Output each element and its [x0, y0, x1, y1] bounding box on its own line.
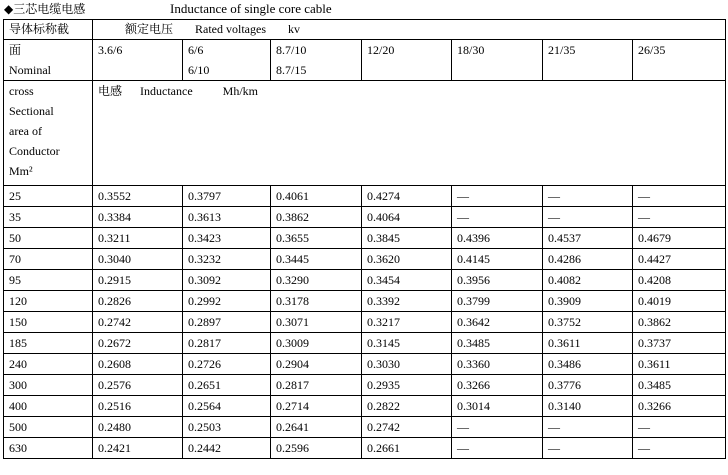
area-cell: 95 — [4, 270, 93, 291]
inductance-value-cell: 0.4019 — [633, 291, 726, 312]
inductance-value-cell: 0.4061 — [271, 186, 362, 207]
inductance-value-cell: 0.3620 — [362, 249, 452, 270]
voltage-cell — [633, 40, 726, 81]
inductance-value-cell: 0.3178 — [271, 291, 362, 312]
voltage-value — [98, 60, 182, 80]
inductance-value-cell: — — [633, 438, 726, 459]
inductance-header-cell — [93, 81, 726, 186]
area-cell: 35 — [4, 207, 93, 228]
header-row-voltage — [4, 20, 726, 40]
area-label-en-3: Sectional — [9, 104, 54, 118]
table-row — [4, 354, 726, 375]
inductance-value-cell: 0.3752 — [543, 312, 633, 333]
inductance-value-cell: 0.4537 — [543, 228, 633, 249]
inductance-value-cell: 0.4208 — [633, 270, 726, 291]
voltage-value: 21/35 — [548, 43, 576, 57]
inductance-value-cell: 0.3445 — [271, 249, 362, 270]
table-row — [4, 417, 726, 438]
inductance-value-cell: 0.2576 — [93, 375, 183, 396]
area-cell: 400 — [4, 396, 93, 417]
inductance-value-cell: 0.3217 — [362, 312, 452, 333]
voltage-value: 26/35 — [638, 43, 666, 57]
inductance-value-cell: 0.2742 — [93, 312, 183, 333]
inductance-value-cell: 0.2822 — [362, 396, 452, 417]
area-label-en-2: cross — [9, 84, 34, 98]
voltage-unit: kv — [288, 22, 300, 36]
inductance-value-cell: 0.3392 — [362, 291, 452, 312]
area-cell: 70 — [4, 249, 93, 270]
table-row — [4, 228, 726, 249]
inductance-value-cell: 0.2442 — [183, 438, 271, 459]
table-row — [4, 375, 726, 396]
voltage-cell — [93, 40, 183, 81]
inductance-value-cell: 0.3211 — [93, 228, 183, 249]
inductance-value-cell: 0.3862 — [271, 207, 362, 228]
inductance-value-cell: 0.2421 — [93, 438, 183, 459]
inductance-value-cell: 0.3071 — [271, 312, 362, 333]
voltage-value — [548, 60, 632, 80]
inductance-value-cell: 0.3485 — [633, 375, 726, 396]
voltage-cell — [183, 40, 271, 81]
inductance-value-cell: 0.3909 — [543, 291, 633, 312]
inductance-value-cell: 0.3145 — [362, 333, 452, 354]
table-row — [4, 396, 726, 417]
area-label-cn-cell — [4, 20, 93, 40]
inductance-value-cell: 0.3266 — [633, 396, 726, 417]
inductance-value-cell: 0.2742 — [362, 417, 452, 438]
inductance-value-cell: 0.2826 — [93, 291, 183, 312]
voltage-cell — [543, 40, 633, 81]
inductance-value-cell: 0.3092 — [183, 270, 271, 291]
area-cell: 50 — [4, 228, 93, 249]
inductance-value-cell: — — [633, 417, 726, 438]
area-cell: 300 — [4, 375, 93, 396]
inductance-value-cell: 0.2661 — [362, 438, 452, 459]
inductance-value-cell: 0.3642 — [452, 312, 543, 333]
inductance-value-cell: 0.3140 — [543, 396, 633, 417]
inductance-value-cell: — — [452, 438, 543, 459]
inductance-value-cell: 0.3776 — [543, 375, 633, 396]
voltage-value — [367, 60, 451, 80]
voltage-value: 12/20 — [367, 43, 395, 57]
table-row — [4, 291, 726, 312]
inductance-value-cell: 0.2608 — [93, 354, 183, 375]
inductance-value-cell: 0.3611 — [633, 354, 726, 375]
inductance-value-cell: 0.3040 — [93, 249, 183, 270]
inductance-value-cell: — — [543, 207, 633, 228]
inductance-value-cell: 0.4286 — [543, 249, 633, 270]
inductance-value-cell: 0.2641 — [271, 417, 362, 438]
voltage-value — [638, 60, 725, 80]
inductance-value-cell: — — [543, 417, 633, 438]
area-label-en-6: Mm² — [9, 164, 33, 178]
inductance-value-cell: 0.4274 — [362, 186, 452, 207]
table-row — [4, 270, 726, 291]
title-english: Inductance of single core cable — [170, 1, 332, 16]
inductance-value-cell: 0.2817 — [183, 333, 271, 354]
inductance-value-cell: 0.3454 — [362, 270, 452, 291]
inductance-value-cell: 0.3799 — [452, 291, 543, 312]
area-cell: 150 — [4, 312, 93, 333]
inductance-value-cell: 0.3737 — [633, 333, 726, 354]
inductance-value-cell: 0.2992 — [183, 291, 271, 312]
inductance-value-cell: — — [543, 186, 633, 207]
inductance-value-cell: 0.2817 — [271, 375, 362, 396]
voltage-value: 6/6 — [188, 43, 204, 57]
inductance-value-cell: 0.3486 — [543, 354, 633, 375]
inductance-value-cell: 0.3655 — [271, 228, 362, 249]
inductance-value-cell: 0.3845 — [362, 228, 452, 249]
title-chinese: 三芯电缆电感 — [13, 2, 86, 16]
voltage-label-cn: 额定电压 — [125, 22, 174, 36]
inductance-value-cell: — — [543, 438, 633, 459]
voltage-value: 8.7/10 — [276, 43, 307, 57]
table-row — [4, 249, 726, 270]
area-label-cell-3 — [4, 81, 93, 186]
inductance-value-cell: 0.4064 — [362, 207, 452, 228]
inductance-value-cell: 0.3360 — [452, 354, 543, 375]
inductance-value-cell: — — [452, 207, 543, 228]
voltage-value: 8.7/15 — [276, 63, 307, 77]
area-cell: 500 — [4, 417, 93, 438]
voltage-value — [457, 60, 542, 80]
inductance-value-cell: 0.2516 — [93, 396, 183, 417]
inductance-value-cell: 0.4427 — [633, 249, 726, 270]
voltage-value: 18/30 — [457, 43, 485, 57]
inductance-value-cell: 0.2503 — [183, 417, 271, 438]
area-cell: 185 — [4, 333, 93, 354]
inductance-value-cell: 0.3552 — [93, 186, 183, 207]
inductance-label-en: Inductance — [140, 84, 193, 98]
inductance-value-cell: 0.2596 — [271, 438, 362, 459]
inductance-value-cell: 0.2564 — [183, 396, 271, 417]
inductance-value-cell: 0.3014 — [452, 396, 543, 417]
area-label-cell-2 — [4, 40, 93, 81]
area-label-cn2: 面 — [9, 43, 22, 57]
area-label-en-4: area of — [9, 124, 42, 138]
inductance-value-cell: 0.3862 — [633, 312, 726, 333]
table-row — [4, 333, 726, 354]
area-cell: 120 — [4, 291, 93, 312]
voltage-header-cell — [93, 20, 726, 40]
voltage-value: 6/10 — [188, 63, 210, 77]
inductance-value-cell: 0.4396 — [452, 228, 543, 249]
inductance-value-cell: 0.4679 — [633, 228, 726, 249]
inductance-value-cell: — — [452, 417, 543, 438]
inductance-value-cell: 0.3290 — [271, 270, 362, 291]
inductance-value-cell: 0.3613 — [183, 207, 271, 228]
area-cell: 240 — [4, 354, 93, 375]
voltage-value: 3.6/6 — [98, 43, 123, 57]
inductance-value-cell: 0.3030 — [362, 354, 452, 375]
inductance-table — [3, 19, 726, 459]
inductance-label-cn: 电感 — [98, 84, 123, 98]
table-row — [4, 438, 726, 459]
document-title — [4, 0, 332, 18]
inductance-value-cell: 0.2651 — [183, 375, 271, 396]
inductance-value-cell: 0.3009 — [271, 333, 362, 354]
inductance-value-cell: 0.3485 — [452, 333, 543, 354]
inductance-value-cell: 0.2714 — [271, 396, 362, 417]
voltage-label-en: Rated voltages — [195, 22, 266, 36]
voltage-cell — [452, 40, 543, 81]
area-label-en-5: Conductor — [9, 144, 60, 158]
area-label-en-1: Nominal — [9, 63, 51, 77]
inductance-value-cell: 0.2935 — [362, 375, 452, 396]
inductance-value-cell: 0.2672 — [93, 333, 183, 354]
inductance-value-cell: 0.3232 — [183, 249, 271, 270]
table-row — [4, 186, 726, 207]
header-row-inductance — [4, 81, 726, 186]
inductance-value-cell: 0.4082 — [543, 270, 633, 291]
inductance-value-cell: 0.2915 — [93, 270, 183, 291]
table-row — [4, 207, 726, 228]
inductance-value-cell: 0.2726 — [183, 354, 271, 375]
header-row-voltage-values — [4, 40, 726, 81]
area-cell: 25 — [4, 186, 93, 207]
inductance-unit: Mh/km — [222, 84, 258, 98]
voltage-cell — [271, 40, 362, 81]
inductance-value-cell: 0.4145 — [452, 249, 543, 270]
title-bullet: ◆ — [4, 2, 14, 16]
inductance-value-cell: 0.2904 — [271, 354, 362, 375]
inductance-value-cell: — — [633, 207, 726, 228]
inductance-value-cell: 0.2480 — [93, 417, 183, 438]
inductance-value-cell: 0.3797 — [183, 186, 271, 207]
inductance-value-cell: 0.3956 — [452, 270, 543, 291]
inductance-value-cell: — — [452, 186, 543, 207]
table-row — [4, 312, 726, 333]
inductance-value-cell: 0.2897 — [183, 312, 271, 333]
inductance-value-cell: — — [633, 186, 726, 207]
voltage-cell — [362, 40, 452, 81]
inductance-value-cell: 0.3423 — [183, 228, 271, 249]
inductance-value-cell: 0.3266 — [452, 375, 543, 396]
inductance-value-cell: 0.3384 — [93, 207, 183, 228]
area-cell: 630 — [4, 438, 93, 459]
inductance-value-cell: 0.3611 — [543, 333, 633, 354]
area-label-cn: 导体标称截 — [9, 22, 70, 36]
